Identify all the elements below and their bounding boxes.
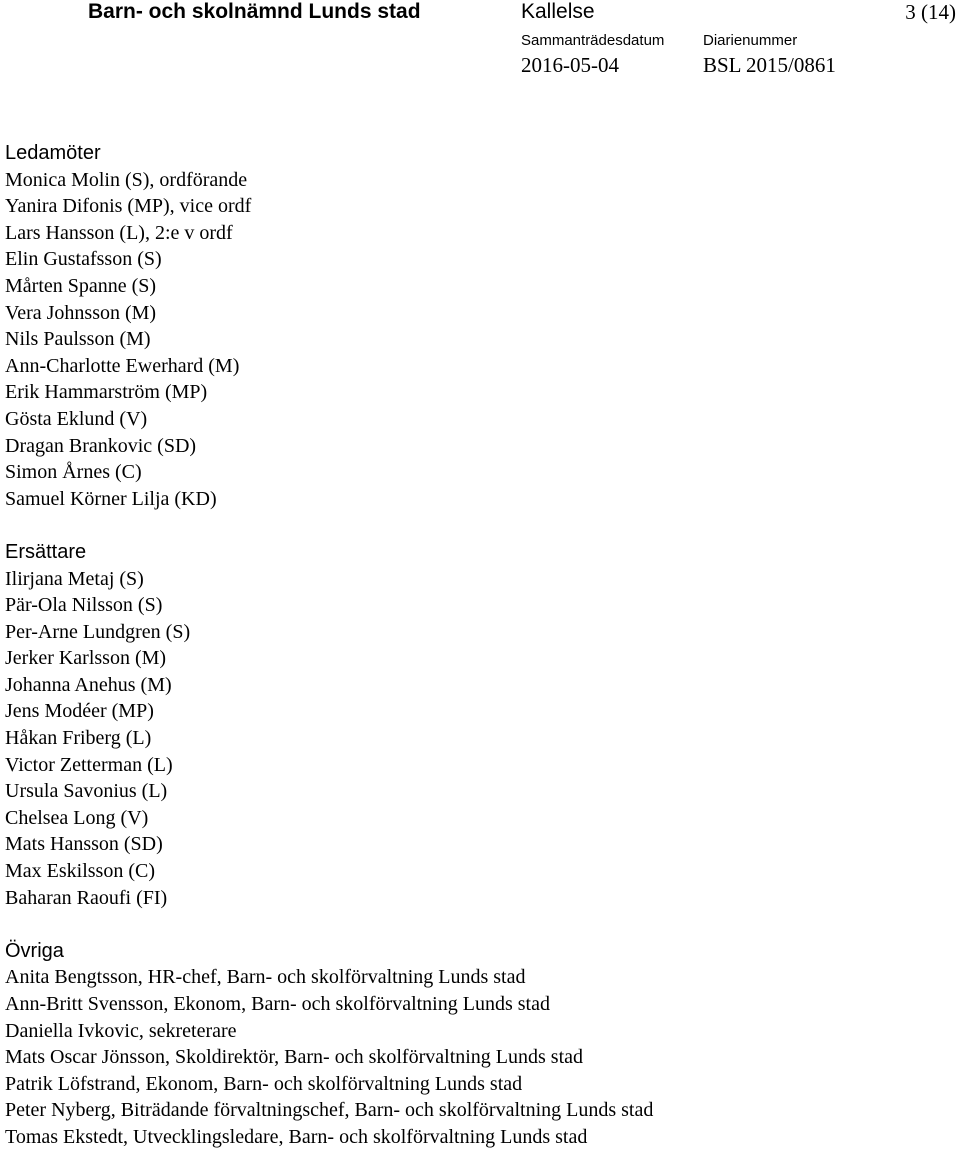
attendee-entry: Max Eskilsson (C) <box>5 860 155 883</box>
attendee-entry: Elin Gustafsson (S) <box>5 248 162 271</box>
attendee-entry: Samuel Körner Lilja (KD) <box>5 487 217 510</box>
organization-name: Barn- och skolnämnd Lunds stad <box>88 0 421 23</box>
document-type: Kallelse <box>521 0 595 23</box>
attendee-entry: Mårten Spanne (S) <box>5 274 157 297</box>
page-number: 3 (14) <box>905 0 956 24</box>
attendee-entry: Ursula Savonius (L) <box>5 780 168 803</box>
attendee-entry: Patrik Löfstrand, Ekonom, Barn- och skolförvaltning Lunds stad <box>5 1072 523 1095</box>
attendee-entry: Baharan Raoufi (FI) <box>5 886 168 909</box>
substitutes-section <box>5 539 955 911</box>
meeting-date: 2016-05-04 <box>521 53 619 77</box>
attendee-entry: Peter Nyberg, Biträdande förvaltningschef, Barn- och skolförvaltning Lunds stad <box>5 1099 654 1122</box>
attendee-entry: Tomas Ekstedt, Utvecklingsledare, Barn- och skolförvaltning Lunds stad <box>5 1125 588 1148</box>
members-section <box>5 140 955 512</box>
attendee-entry: Jens Modéer (MP) <box>5 700 154 723</box>
attendee-entry: Ilirjana Metaj (S) <box>5 567 144 590</box>
attendee-entry: Vera Johnsson (M) <box>5 301 157 324</box>
attendee-entry: Håkan Friberg (L) <box>5 727 152 750</box>
section-heading: Ledamöter <box>5 142 101 164</box>
attendee-list <box>5 566 955 912</box>
registry-number-label: Diarienummer <box>703 32 798 49</box>
attendee-entry: Simon Årnes (C) <box>5 461 142 484</box>
attendee-entry: Nils Paulsson (M) <box>5 328 151 351</box>
attendee-lists <box>5 140 955 1151</box>
section-heading: Ersättare <box>5 540 87 563</box>
registry-number: BSL 2015/0861 <box>703 53 836 77</box>
attendee-entry: Per-Arne Lundgren (S) <box>5 620 191 643</box>
attendee-list <box>5 167 955 513</box>
attendee-entry: Victor Zetterman (L) <box>5 753 173 776</box>
attendee-entry: Johanna Anehus (M) <box>5 673 172 696</box>
attendee-entry: Daniella Ivkovic, sekreterare <box>5 1019 237 1042</box>
attendee-entry: Yanira Difonis (MP), vice ordf <box>5 195 252 218</box>
attendee-entry: Ann-Charlotte Ewerhard (M) <box>5 354 240 377</box>
attendee-entry: Dragan Brankovic (SD) <box>5 434 197 457</box>
attendee-entry: Erik Hammarström (MP) <box>5 381 208 404</box>
attendee-entry: Anita Bengtsson, HR-chef, Barn- och skolförvaltning Lunds stad <box>5 966 526 989</box>
attendee-list <box>5 964 955 1150</box>
section-heading: Övriga <box>5 939 64 962</box>
attendee-entry: Mats Oscar Jönsson, Skoldirektör, Barn- och skolförvaltning Lunds stad <box>5 1046 584 1069</box>
attendee-entry: Monica Molin (S), ordförande <box>5 168 248 191</box>
attendee-entry: Pär-Ola Nilsson (S) <box>5 594 163 617</box>
attendee-entry: Chelsea Long (V) <box>5 806 149 829</box>
attendee-entry: Lars Hansson (L), 2:e v ordf <box>5 221 233 244</box>
attendee-entry: Ann-Britt Svensson, Ekonom, Barn- och skolförvaltning Lunds stad <box>5 993 550 1015</box>
attendee-entry: Jerker Karlsson (M) <box>5 647 167 670</box>
attendee-entry: Mats Hansson (SD) <box>5 833 163 856</box>
meeting-date-label: Sammanträdesdatum <box>521 32 665 49</box>
attendee-entry: Gösta Eklund (V) <box>5 407 148 430</box>
others-section <box>5 938 955 1151</box>
